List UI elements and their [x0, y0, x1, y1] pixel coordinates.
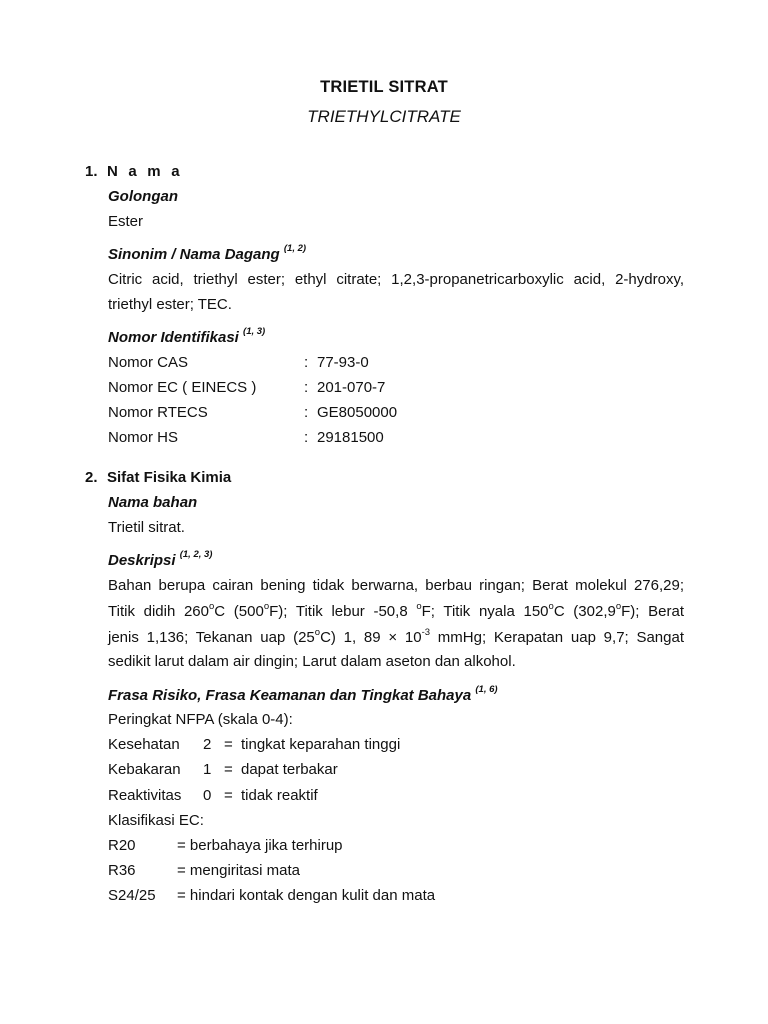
ec-description: = berbahaya jika terhirup: [177, 837, 343, 854]
degree-sup: o: [209, 601, 215, 612]
nfpa-label: Kesehatan: [108, 736, 180, 753]
sinonim-ref: (1, 2): [283, 243, 307, 254]
degree-sup: o: [615, 601, 622, 612]
deskripsi-label: Deskripsi: [108, 552, 176, 569]
ec-description: = hindari kontak dengan kulit dan mata: [177, 887, 436, 904]
identifier-value: GE8050000: [317, 404, 398, 421]
section-number: 2.: [85, 469, 98, 486]
frasa-label: Frasa Risiko, Frasa Keamanan dan Tingkat Bahaya: [108, 687, 472, 704]
sinonim-line-1: Citric acid, triethyl ester; ethyl citrate; 1,2,3-propanetricarboxylic acid, 2-hydroxy,: [108, 271, 684, 288]
degree-sup: o: [314, 627, 321, 638]
nfpa-equals: =: [224, 787, 233, 804]
sinonim-label: Sinonim / Nama Dagang: [108, 246, 280, 263]
description-line-4: sedikit larut dalam air dingin; Larut dalam aseton dan alkohol.: [108, 653, 516, 670]
nfpa-label: Reaktivitas: [108, 787, 182, 804]
nama-bahan-value: Trietil sitrat.: [108, 519, 185, 536]
section-2-heading: [85, 469, 231, 486]
identifier-value: 29181500: [317, 429, 384, 446]
nomor-label: Nomor Identifikasi: [108, 329, 239, 346]
identifier-label: Nomor CAS: [108, 354, 189, 371]
ec-heading: Klasifikasi EC:: [108, 812, 204, 829]
identifier-value: 77-93-0: [317, 354, 369, 371]
identifier-colon: :: [304, 429, 309, 446]
frasa-ref: (1, 6): [475, 684, 498, 695]
degree-sup: o: [548, 601, 554, 612]
exponent-sup: -3: [421, 627, 431, 638]
nfpa-rating: 1: [203, 761, 212, 778]
ec-code: R20: [108, 837, 136, 854]
nfpa-description: dapat terbakar: [241, 761, 338, 778]
sinonim-line-2: triethyl ester; TEC.: [108, 296, 232, 313]
frasa-heading: [108, 686, 498, 704]
section-title: Sifat Fisika Kimia: [107, 469, 232, 486]
nomor-ref: (1, 3): [243, 326, 266, 337]
nfpa-rating: 0: [203, 787, 212, 804]
nfpa-label: Kebakaran: [108, 761, 181, 778]
identifier-label: Nomor EC ( EINECS ): [108, 379, 257, 396]
identifier-value: 201-070-7: [317, 379, 386, 396]
section-number: 1.: [85, 163, 98, 180]
sinonim-heading: [108, 245, 306, 263]
nfpa-rating: 2: [203, 736, 212, 753]
section-1-heading: [85, 163, 183, 180]
description-line-3: jenis 1,136; Tekanan uap (25$^o$C) 1, $89 \times 10^{-3}$ mmHg; Kerapatan uap 9,7; Sangat: [108, 627, 685, 646]
document-subtitle: TRIETHYLCITRATE: [307, 107, 461, 126]
deskripsi-ref: (1, 2, 3): [179, 549, 213, 560]
identifier-colon: :: [304, 379, 309, 396]
degree-sup: o: [416, 601, 422, 612]
description-line-2: Titik didih 260$^o$C (500$^o$F); Titik lebur -50,8 $^o$F; Titik nyala 150$^o$C (302,9$^o$F); Berat: [108, 601, 684, 620]
golongan-label: Golongan: [108, 188, 178, 205]
nfpa-description: tidak reaktif: [241, 787, 318, 804]
nfpa-equals: =: [224, 761, 233, 778]
identifier-colon: :: [304, 404, 309, 421]
section-title: N a m a: [107, 163, 183, 180]
document-title: TRIETIL SITRAT: [320, 78, 448, 96]
golongan-value: Ester: [108, 213, 144, 230]
description-line-1: Bahan berupa cairan bening tidak berwarna, berbau ringan; Berat molekul 276,29;: [108, 577, 684, 594]
identifier-colon: :: [304, 354, 309, 371]
nomor-heading: [108, 328, 265, 346]
ec-code: R36: [108, 862, 136, 879]
nfpa-description: tingkat keparahan tinggi: [241, 736, 401, 753]
identifier-label: Nomor RTECS: [108, 404, 208, 421]
degree-sup: o: [263, 601, 270, 612]
nfpa-equals: =: [224, 736, 233, 753]
ec-code: S24/25: [108, 887, 156, 904]
nama-bahan-label: Nama bahan: [108, 494, 198, 511]
identifier-label: Nomor HS: [108, 429, 179, 446]
deskripsi-heading: [108, 551, 212, 569]
nfpa-heading: Peringkat NFPA (skala 0-4):: [108, 711, 293, 728]
ec-description: = mengiritasi mata: [177, 862, 300, 879]
